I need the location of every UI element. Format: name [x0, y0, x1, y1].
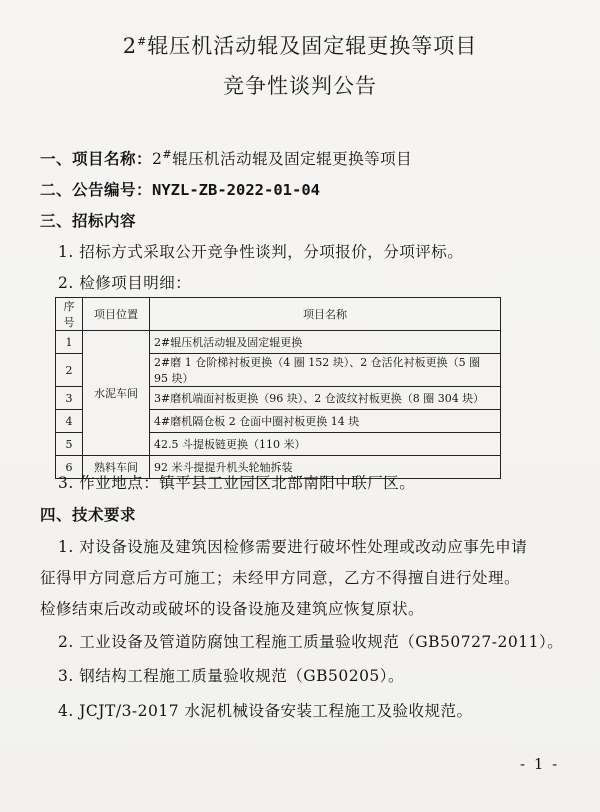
- header-name: 项目名称: [150, 298, 501, 331]
- row-name: 42.5 斗提板链更换（110 米）: [150, 433, 501, 456]
- maintenance-detail-item: 2. 检修项目明细：: [58, 274, 192, 292]
- tech-req-4: 4. JCJT/3-2017 水泥机械设备安装工程施工及验收规范。: [58, 702, 473, 720]
- bidding-method-item: 1. 招标方式采取公开竞争性谈判，分项报价，分项评标。: [58, 243, 464, 261]
- document-title-line1: 2#辊压机活动辊及固定辊更换等项目: [122, 34, 478, 58]
- header-position: 项目位置: [83, 298, 150, 331]
- document-title-line2: 竞争性谈判公告: [223, 74, 377, 98]
- row-name: 92 米斗提提升机头轮轴拆装: [150, 456, 501, 479]
- position-clinker-workshop: 熟料车间: [83, 456, 150, 479]
- tech-req-1-line1: 1. 对设备设施及建筑因检修需要进行破坏性处理或改动应事先申请: [58, 538, 528, 556]
- tech-req-3: 3. 钢结构工程施工质量验收规范（GB50205）。: [58, 667, 405, 685]
- row-no: 3: [56, 387, 83, 410]
- row-name: 3#磨机端面衬板更换（96 块）、2 仓波纹衬板更换（8 圈 304 块）: [150, 387, 501, 410]
- tech-req-2: 2. 工业设备及管道防腐蚀工程施工质量验收规范（GB50727-2011）。: [58, 633, 564, 651]
- row-no: 4: [56, 410, 83, 433]
- work-location-item: 3. 作业地点：镇平县工业园区北部南阳中联厂区。: [58, 474, 416, 492]
- row-no: 5: [56, 433, 83, 456]
- row-name: 2#辊压机活动辊及固定辊更换: [150, 331, 501, 354]
- row-name: 4#磨机隔仓板 2 仓面中圈衬板更换 14 块: [150, 410, 501, 433]
- page-number: - 1 -: [520, 755, 560, 773]
- section-technical-requirements-heading: 四、技术要求: [40, 506, 137, 524]
- position-cement-workshop: 水泥车间: [83, 331, 150, 456]
- row-no: 1: [56, 331, 83, 354]
- table-row: [56, 331, 501, 354]
- row-no: 2: [56, 354, 83, 387]
- row-no: 6: [56, 456, 83, 479]
- table-header-row: [56, 298, 501, 331]
- row-name: 2#磨 1 仓阶梯衬板更换（4 圈 152 块）、2 仓活化衬板更换（5 圈 95 块）: [150, 354, 501, 387]
- maintenance-items-table: [55, 297, 501, 479]
- section-bidding-content-heading: 三、招标内容: [40, 212, 137, 230]
- project-name-line: 一、项目名称：2#辊压机活动辊及固定辊更换等项目: [40, 147, 413, 168]
- tech-req-1-line2: 征得甲方同意后方可施工；未经甲方同意，乙方不得擅自进行处理。: [40, 569, 521, 587]
- announcement-number-line: 二、公告编号：NYZL-ZB-2022-01-04: [40, 181, 320, 199]
- header-no: 序号: [56, 298, 83, 331]
- tech-req-1-line3: 检修结束后改动或破坏的设备设施及建筑应恢复原状。: [40, 600, 425, 618]
